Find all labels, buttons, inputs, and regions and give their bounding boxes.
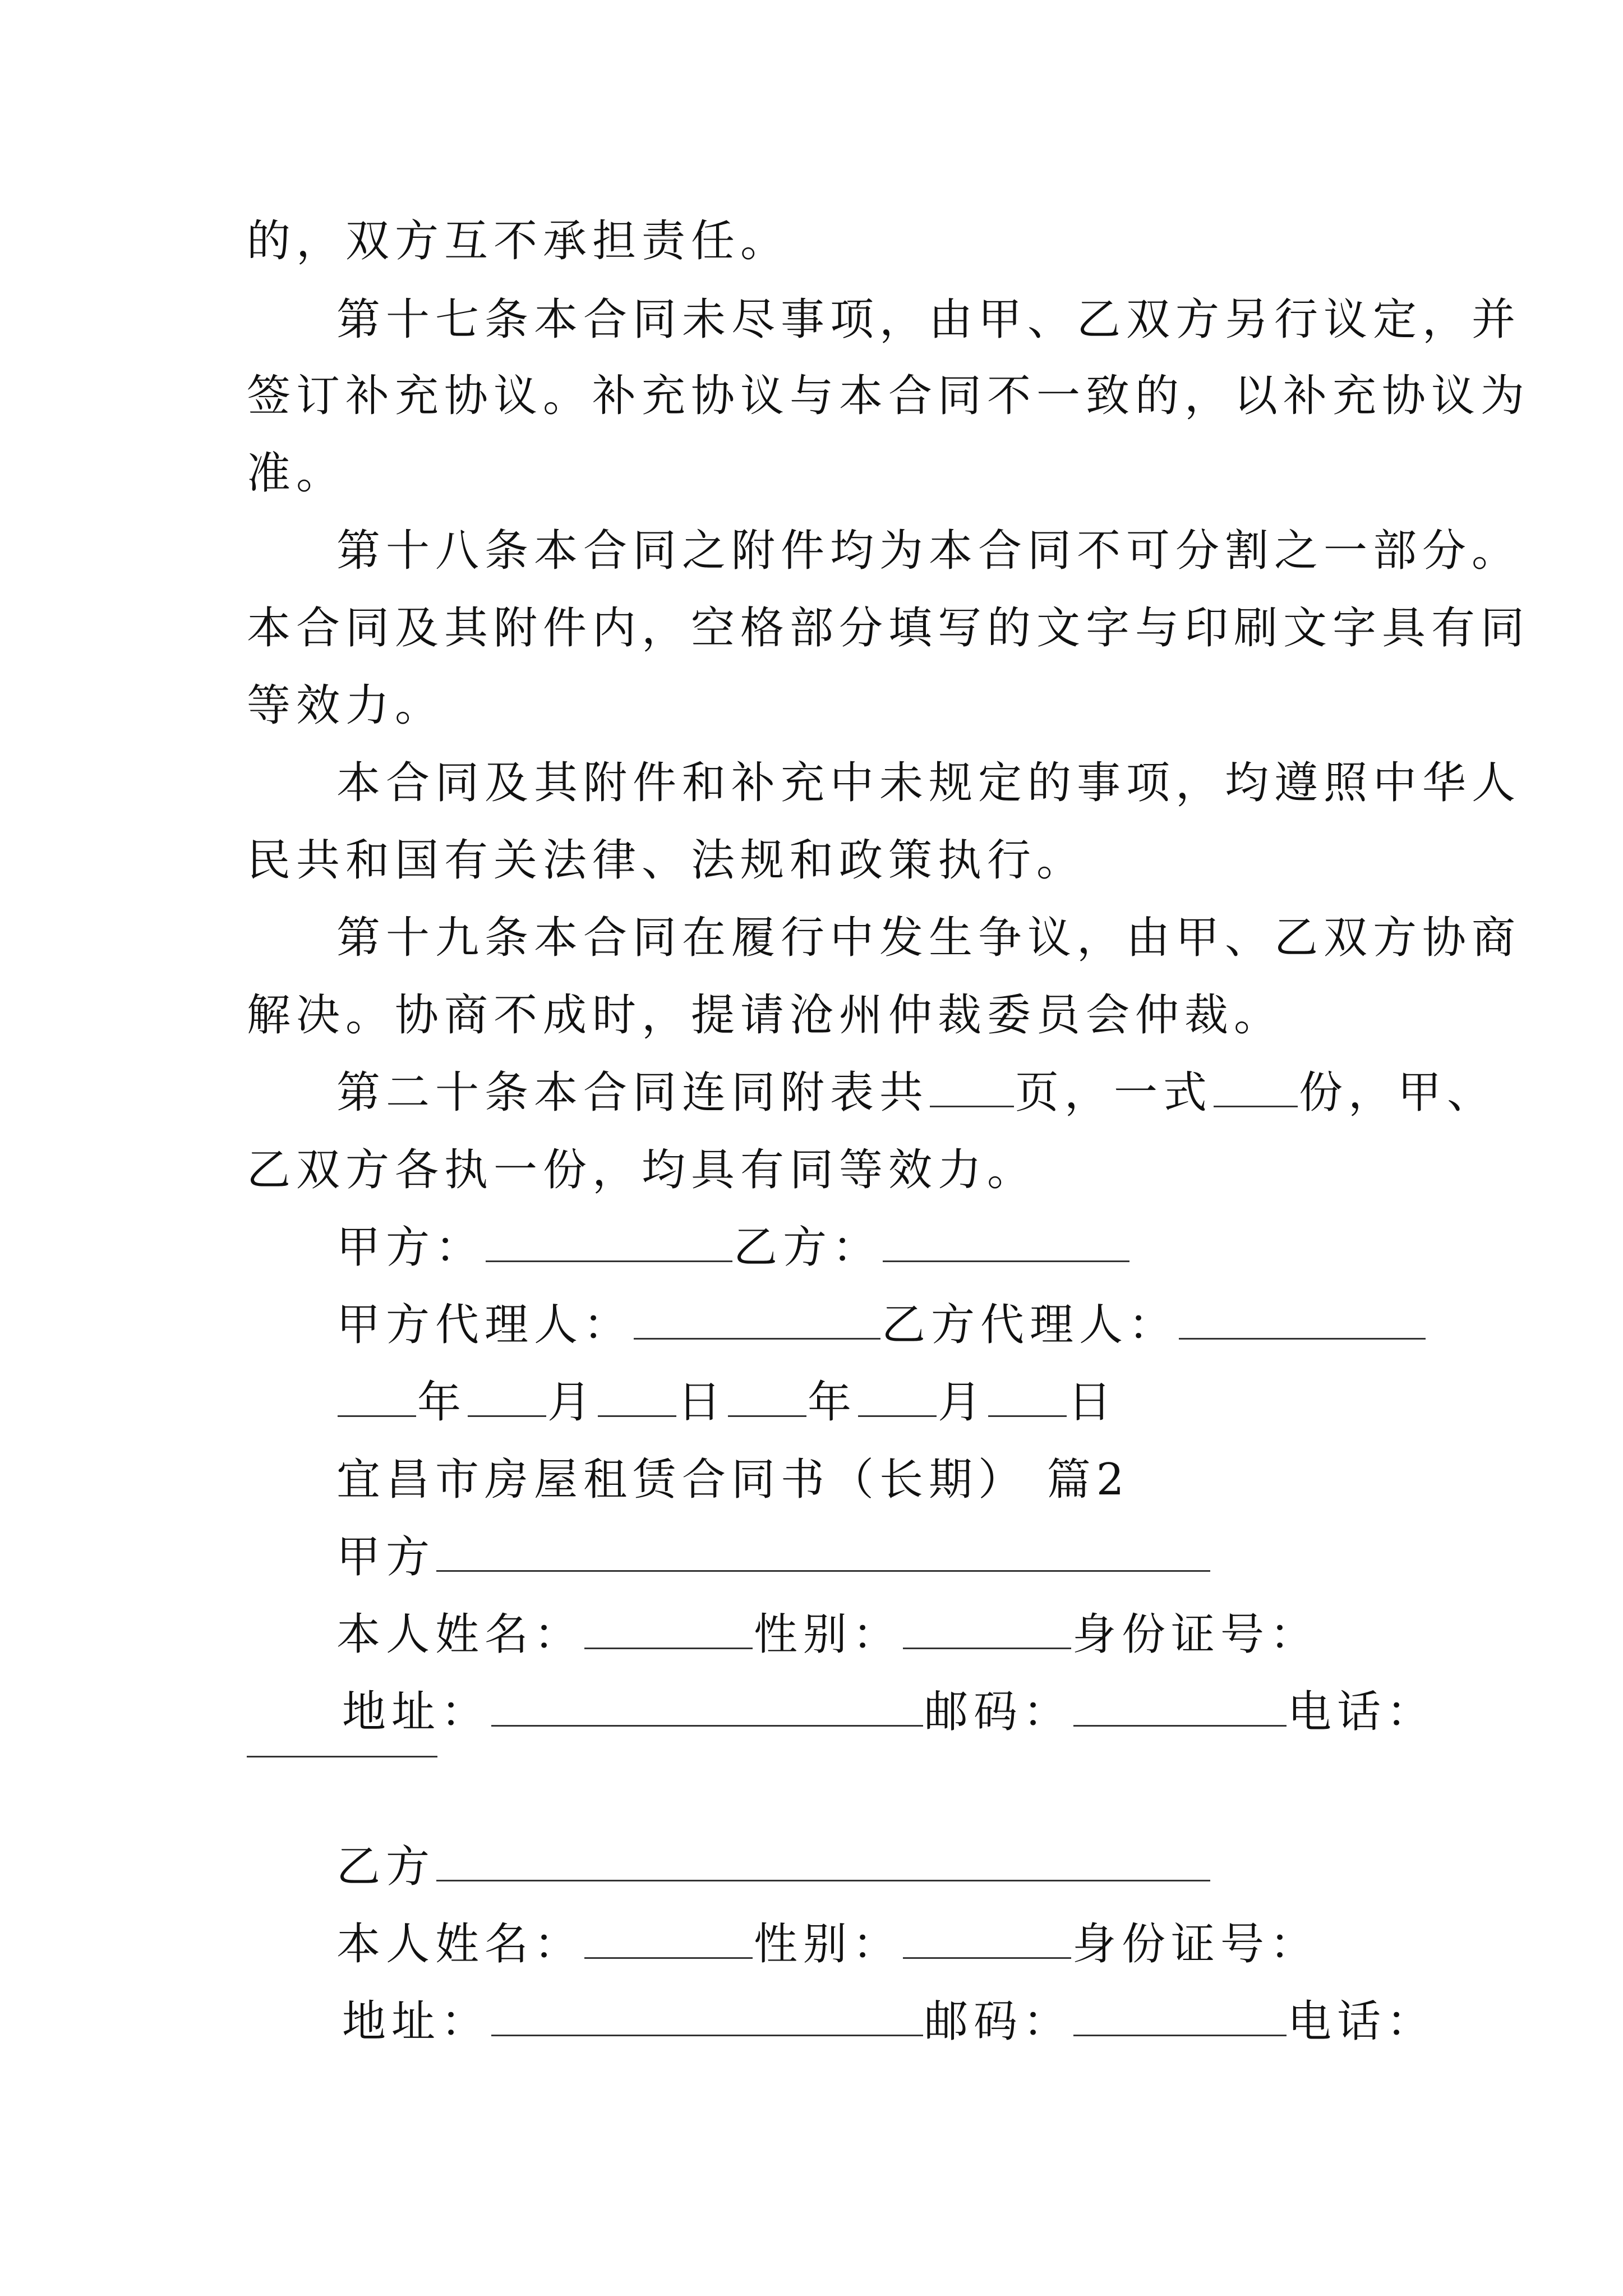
article-17-line: 第十七条本合同未尽事项，由甲、乙双方另行议定，并 [336, 295, 1521, 345]
day-label: 日 [677, 1377, 727, 1428]
agent-a-signature-field[interactable] [634, 1301, 880, 1340]
name-label: 本人姓名： [336, 1609, 584, 1660]
party-b-postcode-field[interactable] [1073, 1998, 1287, 2036]
id-number-label: 身份证号： [1072, 1609, 1320, 1660]
party-a-name-field[interactable] [436, 1533, 1210, 1572]
paragraph-line: 本合同及其附件内，空格部分填写的文字与印刷文字具有同 [247, 603, 1530, 654]
month-blank-b[interactable] [858, 1378, 937, 1417]
name-label: 本人姓名： [336, 1919, 584, 1970]
month-label: 月 [938, 1377, 988, 1428]
party-a-address-field[interactable] [491, 1688, 923, 1727]
address-label: 地址： [342, 1996, 491, 2047]
postcode-label: 邮码： [924, 1996, 1073, 2047]
party-a-signature-field[interactable] [486, 1223, 732, 1262]
party-a-info-line [336, 1607, 1319, 1663]
party-b-gender-field[interactable] [903, 1920, 1071, 1959]
party-a-label: 甲方： [336, 1222, 485, 1273]
party-b-label: 乙方： [734, 1222, 882, 1273]
day-blank-b[interactable] [988, 1378, 1067, 1417]
address-label: 地址： [342, 1687, 491, 1737]
party-b-address-field[interactable] [491, 1998, 923, 2036]
article-20-text: 第二十条本合同连同附表共 [336, 1068, 929, 1118]
article-20-text: 份，甲、 [1299, 1068, 1497, 1118]
article-20-line [336, 1065, 1496, 1121]
paragraph-line: 签订补充协议。补充协议与本合同不一致的，以补充协议为 [247, 371, 1530, 421]
paragraph-line: 等效力。 [247, 680, 445, 731]
pages-count-blank[interactable] [930, 1069, 1014, 1107]
party-a-header-line [336, 1529, 1211, 1585]
phone-label: 电话： [1288, 1996, 1436, 2047]
party-b-name-field[interactable] [436, 1843, 1210, 1881]
party-a-heading: 甲方 [336, 1532, 436, 1582]
party-b-signature-field[interactable] [883, 1223, 1129, 1262]
party-b-personal-name-field[interactable] [584, 1920, 753, 1959]
paragraph-line: 乙双方各执一份，均具有同等效力。 [247, 1145, 1037, 1195]
gender-label: 性别： [754, 1919, 902, 1970]
party-a-postcode-field[interactable] [1073, 1688, 1287, 1727]
agent-signature-line [336, 1297, 1427, 1353]
paragraph-line: 本合同及其附件和补充中未规定的事项，均遵照中华人 [336, 758, 1521, 808]
party-b-contact-line [342, 1994, 1436, 2050]
postcode-label: 邮码： [924, 1687, 1073, 1737]
phone-label: 电话： [1288, 1687, 1436, 1737]
paragraph-line: 准。 [247, 448, 346, 499]
party-b-header-line [336, 1839, 1211, 1895]
article-18-line: 第十八条本合同之附件均为本合同不可分割之一部分。 [336, 526, 1521, 576]
month-blank-a[interactable] [468, 1378, 546, 1417]
month-label: 月 [547, 1377, 597, 1428]
party-b-info-line [336, 1916, 1319, 1972]
agent-b-label: 乙方代理人： [882, 1300, 1178, 1350]
party-a-contact-line [342, 1684, 1436, 1740]
agent-b-signature-field[interactable] [1179, 1301, 1426, 1340]
article-20-text: 页，一式 [1015, 1068, 1213, 1118]
year-blank-b[interactable] [728, 1378, 806, 1417]
party-a-phone-field[interactable] [247, 1756, 437, 1757]
section-2-title: 宜昌市房屋租赁合同书（长期） 篇2 [336, 1455, 1130, 1505]
article-19-line: 第十九条本合同在履行中发生争议，由甲、乙双方协商 [336, 913, 1521, 963]
date-line [336, 1374, 1117, 1430]
copies-count-blank[interactable] [1214, 1069, 1298, 1107]
day-label: 日 [1068, 1377, 1118, 1428]
id-number-label: 身份证号： [1072, 1919, 1320, 1970]
year-blank-a[interactable] [338, 1378, 416, 1417]
paragraph-line: 解决。协商不成时，提请沧州仲裁委员会仲裁。 [247, 990, 1284, 1041]
agent-a-label: 甲方代理人： [336, 1300, 633, 1350]
year-label: 年 [417, 1377, 467, 1428]
party-a-gender-field[interactable] [903, 1611, 1071, 1649]
party-a-personal-name-field[interactable] [584, 1611, 753, 1649]
party-signature-line [336, 1220, 1131, 1276]
year-label: 年 [808, 1377, 857, 1428]
paragraph-line: 民共和国有关法律、法规和政策执行。 [247, 835, 1086, 886]
paragraph-line: 的，双方互不承担责任。 [247, 216, 790, 266]
party-b-heading: 乙方 [336, 1842, 436, 1892]
day-blank-a[interactable] [598, 1378, 676, 1417]
gender-label: 性别： [754, 1609, 902, 1660]
